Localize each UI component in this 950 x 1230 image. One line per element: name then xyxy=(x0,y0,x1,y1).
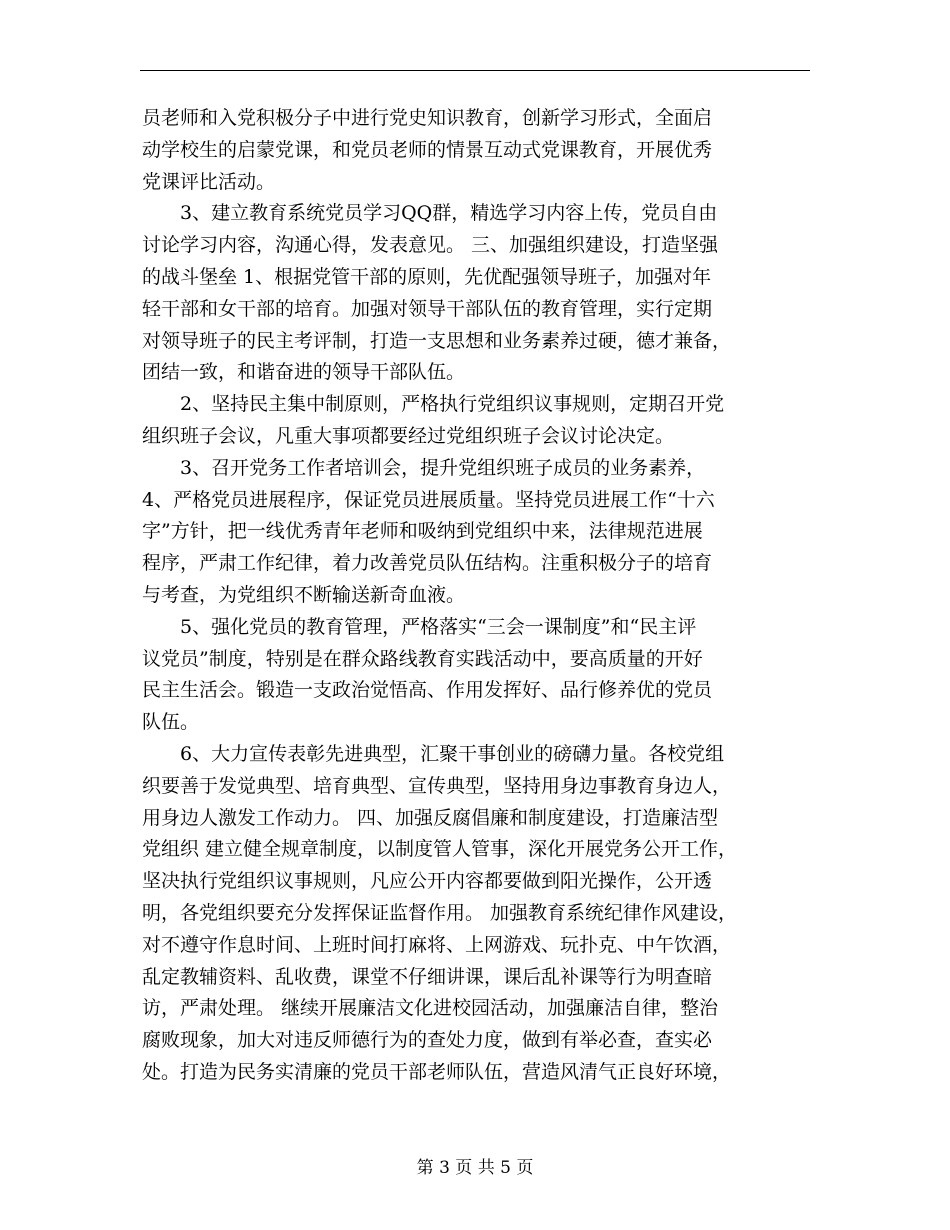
text-line: 员老师和入党积极分子中进行党史知识教育，创新学习形式，全面启 xyxy=(142,107,713,129)
header-rule xyxy=(140,70,810,71)
text-line: 轻干部和女干部的培育。加强对领导干部队伍的教育管理，实行定期 xyxy=(142,297,713,320)
text-line: 民主生活会。锻造一支政治觉悟高、作用发挥好、品行修养优的党员 xyxy=(142,679,713,702)
text-line: 的战斗堡垒 1、根据党管干部的原则，先优配强领导班子，加强对年 xyxy=(142,265,712,288)
text-line: 对领导班子的民主考评制，打造一支思想和业务素养过硬，德才兼备， xyxy=(142,329,732,352)
text-line: 组织班子会议，凡重大事项都要经过党组织班子会议讨论决定。 xyxy=(142,424,675,447)
text-line: 团结一致，和谐奋进的领导干部队伍。 xyxy=(142,361,466,384)
text-line: 乱定教辅资料、乱收费，课堂不仔细讲课，课后乱补课等行为明查暗 xyxy=(142,965,713,988)
text-line: 与考查，为党组织不断输送新奇血液。 xyxy=(142,583,466,606)
text-line: 程序，严肃工作纪律，着力改善党员队伍结构。注重积极分子的培育 xyxy=(142,552,713,575)
text-line: 访，严肃处理。 继续开展廉洁文化进校园活动，加强廉洁自律，整治 xyxy=(142,997,719,1020)
text-line: 3、建立教育系统党员学习QQ群，精选学习内容上传，党员自由 xyxy=(142,202,718,225)
text-line: 动学校生的启蒙党课，和党员老师的情景互动式党课教育，开展优秀 xyxy=(142,138,713,161)
text-line: 6、大力宣传表彰先进典型，汇聚干事创业的磅礴力量。各校党组 xyxy=(142,742,725,765)
text-line: 明，各党组织要充分发挥保证监督作用。 加强教育系统纪律作风建设， xyxy=(142,901,738,924)
text-line: 党组织 建立健全规章制度，以制度管人管事，深化开展党务公开工作， xyxy=(142,838,738,861)
body-text xyxy=(142,103,812,1089)
text-line: 腐败现象，加大对违反师德行为的查处力度，做到有举必查，查实必 xyxy=(142,1029,713,1052)
text-line: 队伍。 xyxy=(142,711,200,734)
page-number-footer: 第 3 页 共 5 页 xyxy=(416,1158,534,1178)
text-line: 对不遵守作息时间、上班时间打麻将、上网游戏、玩扑克、中午饮酒， xyxy=(142,933,732,956)
text-line: 字”方针，把一线优秀青年老师和吸纳到党组织中来，法律规范进展 xyxy=(142,520,703,543)
text-line: 议党员”制度，特别是在群众路线教育实践活动中，要高质量的开好 xyxy=(142,647,703,670)
text-line: 4、严格党员进展程序，保证党员进展质量。坚持党员进展工作“十六 xyxy=(142,488,715,511)
text-line: 5、强化党员的教育管理，严格落实“三会一课制度”和“民主评 xyxy=(142,615,697,638)
text-line: 党课评比活动。 xyxy=(142,170,276,193)
text-line: 讨论学习内容，沟通心得，发表意见。 三、加强组织建设，打造坚强 xyxy=(142,234,719,257)
text-line: 3、召开党务工作者培训会，提升党组织班子成员的业务素养， xyxy=(142,456,706,479)
text-line: 2、坚持民主集中制原则，严格执行党组织议事规则，定期召开党 xyxy=(142,393,725,416)
text-line: 处。打造为民务实清廉的党员干部老师队伍，营造风清气正良好环境， xyxy=(142,1060,732,1083)
text-line: 用身边人激发工作动力。 四、加强反腐倡廉和制度建设，打造廉洁型 xyxy=(142,806,719,829)
text-line: 织要善于发觉典型、培育典型、宣传典型，坚持用身边事教育身边人， xyxy=(142,774,732,797)
text-line: 坚决执行党组织议事规则，凡应公开内容都要做到阳光操作，公开透 xyxy=(142,870,713,893)
